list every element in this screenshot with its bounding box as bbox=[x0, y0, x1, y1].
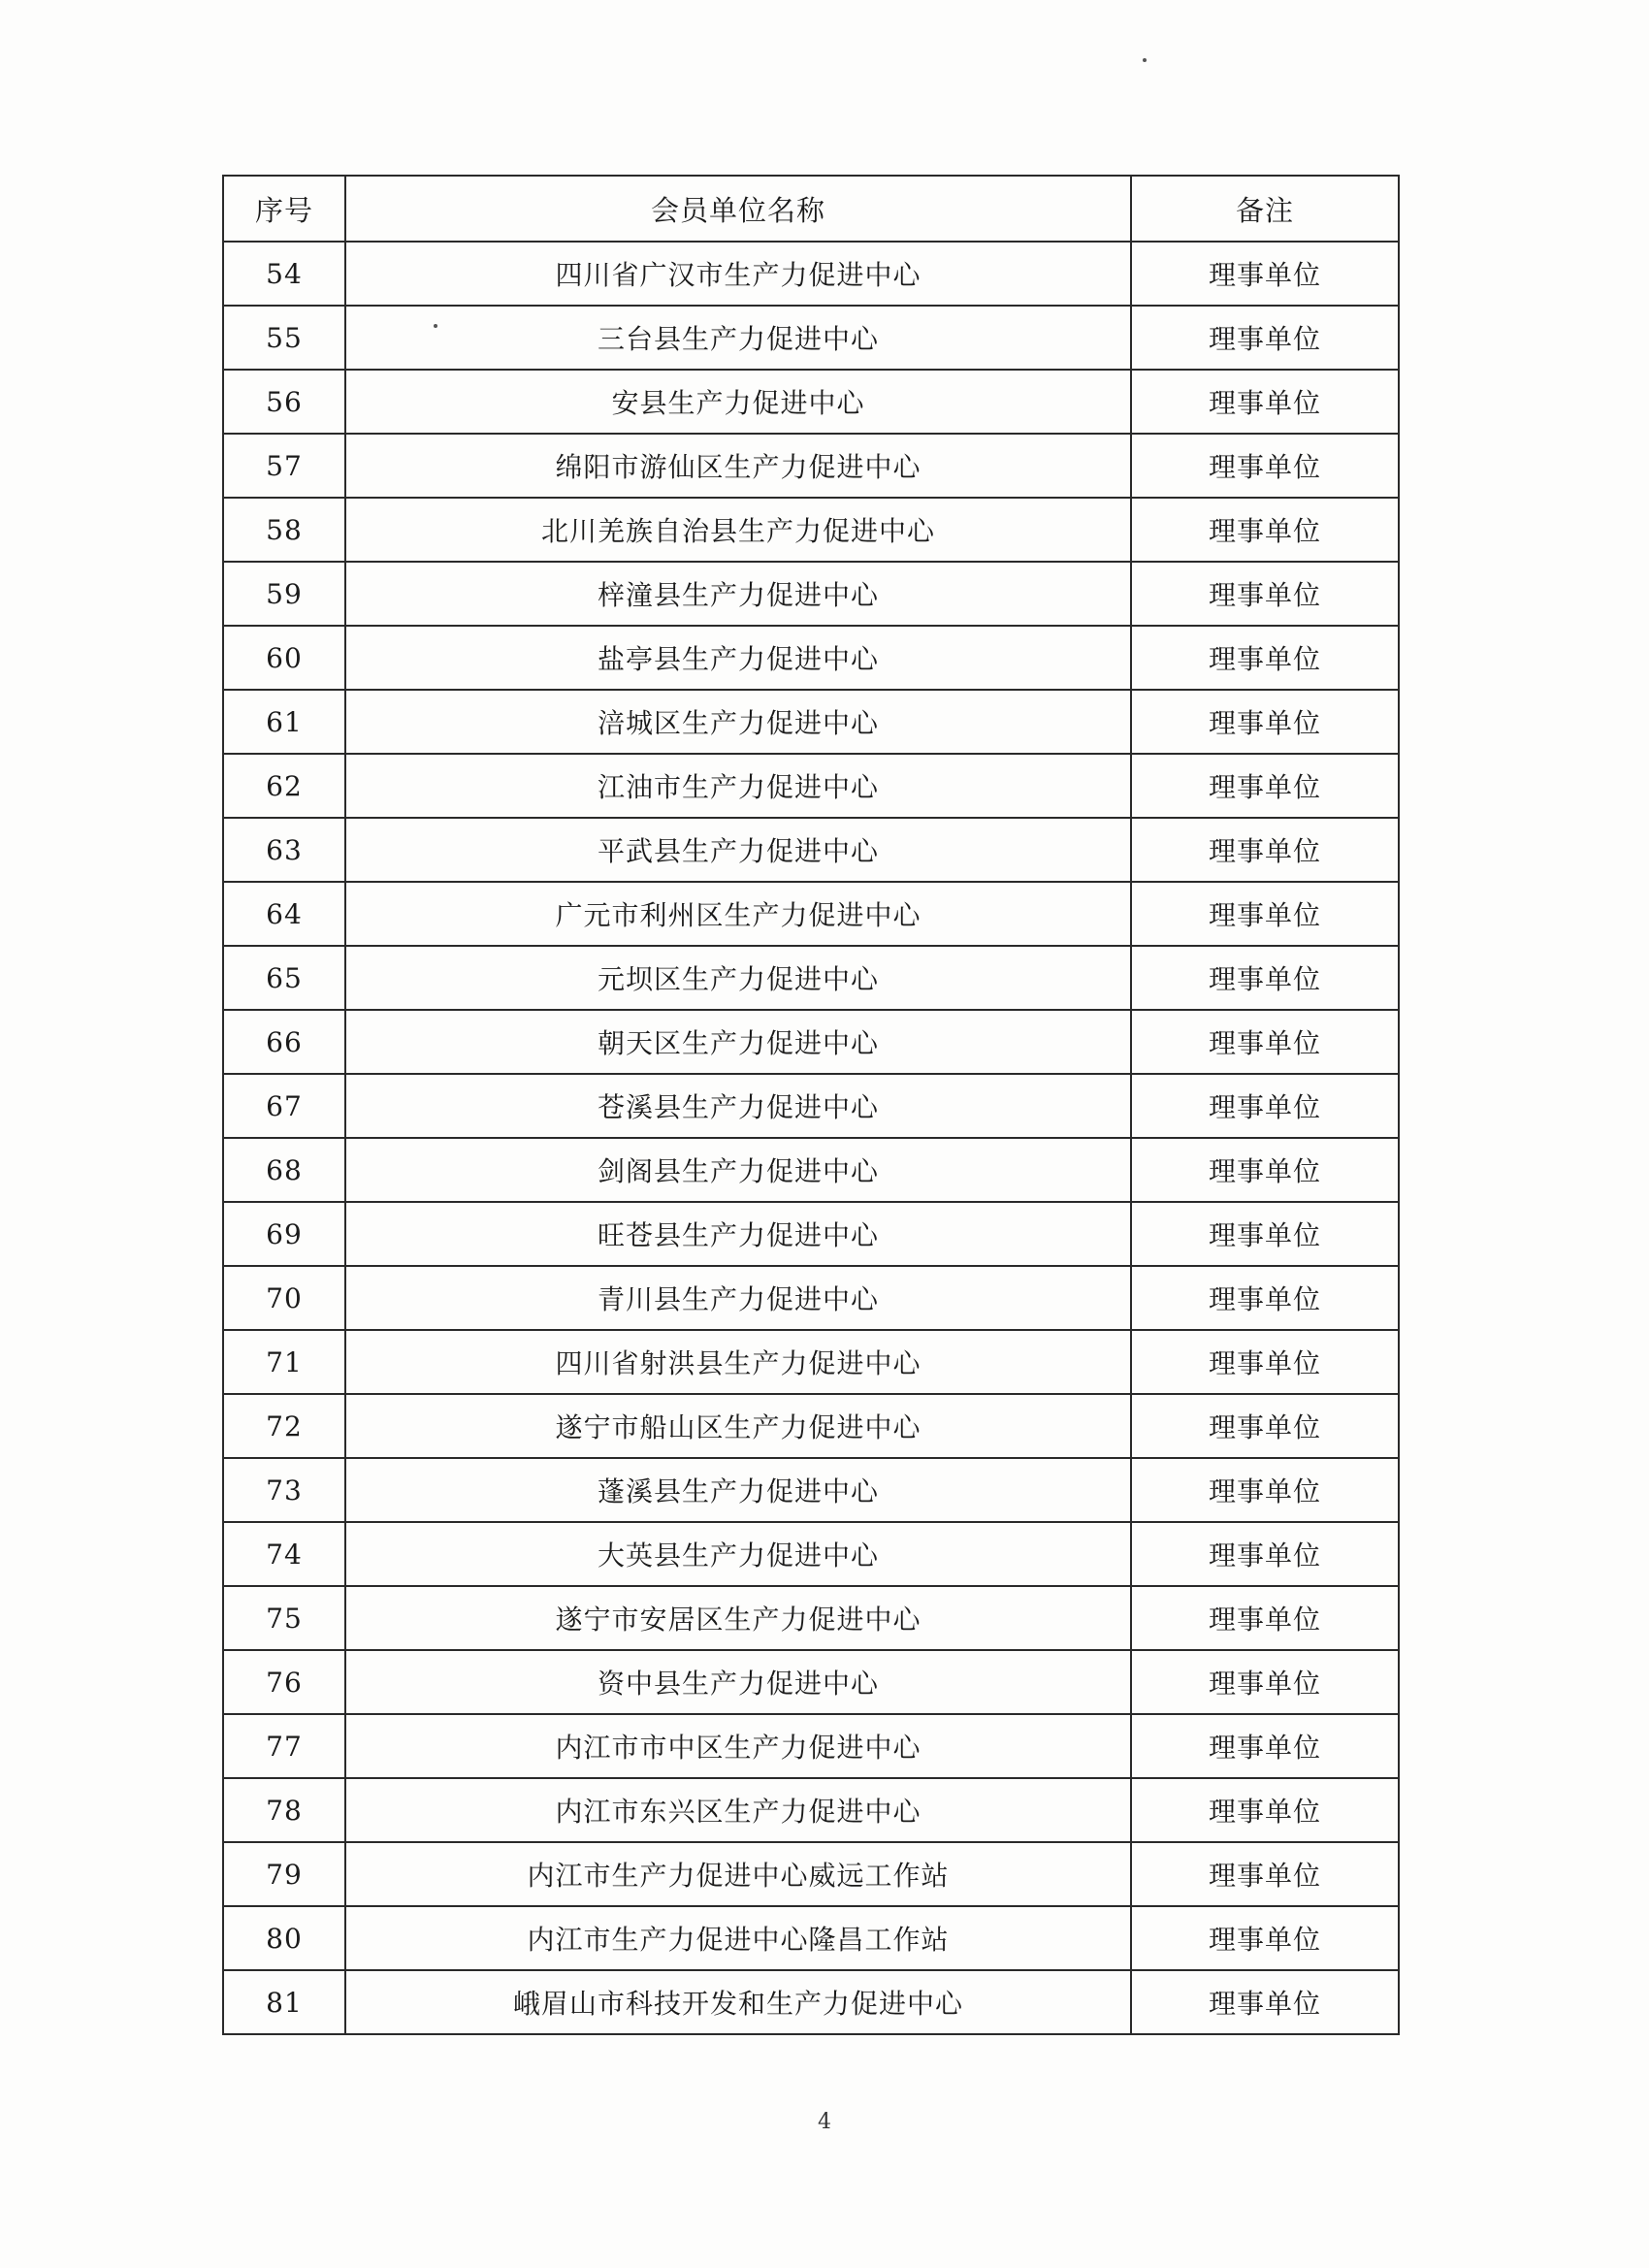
remarks-cell: 理事单位 bbox=[1131, 1522, 1399, 1586]
member-name-cell: 北川羌族自治县生产力促进中心 bbox=[345, 498, 1131, 562]
remarks-cell: 理事单位 bbox=[1131, 1586, 1399, 1650]
member-name-cell: 朝天区生产力促进中心 bbox=[345, 1010, 1131, 1074]
member-name-cell: 元坝区生产力促进中心 bbox=[345, 946, 1131, 1010]
member-name-cell: 内江市生产力促进中心隆昌工作站 bbox=[345, 1906, 1131, 1970]
table-row bbox=[223, 1074, 1399, 1138]
table-header-row bbox=[223, 176, 1399, 242]
remarks-cell: 理事单位 bbox=[1131, 1074, 1399, 1138]
table-row bbox=[223, 1266, 1399, 1330]
member-name-cell: 涪城区生产力促进中心 bbox=[345, 690, 1131, 754]
member-table-container bbox=[222, 175, 1398, 2035]
serial-number-cell: 69 bbox=[223, 1202, 345, 1266]
member-name-cell: 内江市市中区生产力促进中心 bbox=[345, 1714, 1131, 1778]
table-row bbox=[223, 1970, 1399, 2034]
table-row bbox=[223, 1202, 1399, 1266]
table-row bbox=[223, 1522, 1399, 1586]
member-name-cell: 大英县生产力促进中心 bbox=[345, 1522, 1131, 1586]
member-name-cell: 安县生产力促进中心 bbox=[345, 370, 1131, 434]
member-name-cell: 内江市生产力促进中心威远工作站 bbox=[345, 1842, 1131, 1906]
serial-number-cell: 76 bbox=[223, 1650, 345, 1714]
header-serial-number: 序号 bbox=[223, 176, 345, 242]
table-row bbox=[223, 562, 1399, 626]
serial-number-cell: 77 bbox=[223, 1714, 345, 1778]
serial-number-cell: 66 bbox=[223, 1010, 345, 1074]
remarks-cell: 理事单位 bbox=[1131, 818, 1399, 882]
serial-number-cell: 54 bbox=[223, 242, 345, 306]
serial-number-cell: 68 bbox=[223, 1138, 345, 1202]
serial-number-cell: 72 bbox=[223, 1394, 345, 1458]
remarks-cell: 理事单位 bbox=[1131, 1970, 1399, 2034]
member-name-cell: 江油市生产力促进中心 bbox=[345, 754, 1131, 818]
table-row bbox=[223, 1778, 1399, 1842]
serial-number-cell: 57 bbox=[223, 434, 345, 498]
page-number: 4 bbox=[818, 2110, 831, 2134]
remarks-cell: 理事单位 bbox=[1131, 562, 1399, 626]
remarks-cell: 理事单位 bbox=[1131, 1394, 1399, 1458]
serial-number-cell: 70 bbox=[223, 1266, 345, 1330]
header-member-name: 会员单位名称 bbox=[345, 176, 1131, 242]
member-name-cell: 蓬溪县生产力促进中心 bbox=[345, 1458, 1131, 1522]
serial-number-cell: 71 bbox=[223, 1330, 345, 1394]
member-table bbox=[222, 175, 1400, 2035]
serial-number-cell: 75 bbox=[223, 1586, 345, 1650]
remarks-cell: 理事单位 bbox=[1131, 1010, 1399, 1074]
table-row bbox=[223, 242, 1399, 306]
member-name-cell: 青川县生产力促进中心 bbox=[345, 1266, 1131, 1330]
member-name-cell: 四川省射洪县生产力促进中心 bbox=[345, 1330, 1131, 1394]
member-name-cell: 梓潼县生产力促进中心 bbox=[345, 562, 1131, 626]
member-name-cell: 盐亭县生产力促进中心 bbox=[345, 626, 1131, 690]
serial-number-cell: 80 bbox=[223, 1906, 345, 1970]
table-row bbox=[223, 434, 1399, 498]
table-row bbox=[223, 818, 1399, 882]
serial-number-cell: 56 bbox=[223, 370, 345, 434]
serial-number-cell: 59 bbox=[223, 562, 345, 626]
table-row bbox=[223, 946, 1399, 1010]
table-row bbox=[223, 1906, 1399, 1970]
remarks-cell: 理事单位 bbox=[1131, 370, 1399, 434]
serial-number-cell: 74 bbox=[223, 1522, 345, 1586]
remarks-cell: 理事单位 bbox=[1131, 1266, 1399, 1330]
table-body bbox=[223, 242, 1399, 2034]
header-remarks: 备注 bbox=[1131, 176, 1399, 242]
table-row bbox=[223, 690, 1399, 754]
scan-speck bbox=[1143, 58, 1147, 62]
serial-number-cell: 63 bbox=[223, 818, 345, 882]
table-row bbox=[223, 882, 1399, 946]
serial-number-cell: 79 bbox=[223, 1842, 345, 1906]
member-name-cell: 资中县生产力促进中心 bbox=[345, 1650, 1131, 1714]
remarks-cell: 理事单位 bbox=[1131, 754, 1399, 818]
serial-number-cell: 64 bbox=[223, 882, 345, 946]
table-row bbox=[223, 1586, 1399, 1650]
table-row bbox=[223, 1010, 1399, 1074]
table-row bbox=[223, 306, 1399, 370]
member-name-cell: 苍溪县生产力促进中心 bbox=[345, 1074, 1131, 1138]
member-name-cell: 广元市利州区生产力促进中心 bbox=[345, 882, 1131, 946]
table-row bbox=[223, 1138, 1399, 1202]
serial-number-cell: 61 bbox=[223, 690, 345, 754]
table-row bbox=[223, 754, 1399, 818]
member-name-cell: 旺苍县生产力促进中心 bbox=[345, 1202, 1131, 1266]
serial-number-cell: 73 bbox=[223, 1458, 345, 1522]
member-name-cell: 三台县生产力促进中心 bbox=[345, 306, 1131, 370]
member-name-cell: 峨眉山市科技开发和生产力促进中心 bbox=[345, 1970, 1131, 2034]
remarks-cell: 理事单位 bbox=[1131, 498, 1399, 562]
member-name-cell: 内江市东兴区生产力促进中心 bbox=[345, 1778, 1131, 1842]
table-row bbox=[223, 1650, 1399, 1714]
serial-number-cell: 67 bbox=[223, 1074, 345, 1138]
serial-number-cell: 65 bbox=[223, 946, 345, 1010]
remarks-cell: 理事单位 bbox=[1131, 1778, 1399, 1842]
serial-number-cell: 60 bbox=[223, 626, 345, 690]
member-name-cell: 绵阳市游仙区生产力促进中心 bbox=[345, 434, 1131, 498]
serial-number-cell: 78 bbox=[223, 1778, 345, 1842]
remarks-cell: 理事单位 bbox=[1131, 1650, 1399, 1714]
member-name-cell: 四川省广汉市生产力促进中心 bbox=[345, 242, 1131, 306]
table-row bbox=[223, 1458, 1399, 1522]
serial-number-cell: 62 bbox=[223, 754, 345, 818]
remarks-cell: 理事单位 bbox=[1131, 1458, 1399, 1522]
serial-number-cell: 58 bbox=[223, 498, 345, 562]
table-row bbox=[223, 1330, 1399, 1394]
table-row bbox=[223, 1394, 1399, 1458]
remarks-cell: 理事单位 bbox=[1131, 946, 1399, 1010]
remarks-cell: 理事单位 bbox=[1131, 1202, 1399, 1266]
remarks-cell: 理事单位 bbox=[1131, 434, 1399, 498]
serial-number-cell: 81 bbox=[223, 1970, 345, 2034]
table-row bbox=[223, 626, 1399, 690]
remarks-cell: 理事单位 bbox=[1131, 882, 1399, 946]
remarks-cell: 理事单位 bbox=[1131, 690, 1399, 754]
member-name-cell: 剑阁县生产力促进中心 bbox=[345, 1138, 1131, 1202]
remarks-cell: 理事单位 bbox=[1131, 306, 1399, 370]
remarks-cell: 理事单位 bbox=[1131, 1138, 1399, 1202]
member-name-cell: 平武县生产力促进中心 bbox=[345, 818, 1131, 882]
serial-number-cell: 55 bbox=[223, 306, 345, 370]
remarks-cell: 理事单位 bbox=[1131, 1842, 1399, 1906]
table-row bbox=[223, 370, 1399, 434]
member-name-cell: 遂宁市船山区生产力促进中心 bbox=[345, 1394, 1131, 1458]
remarks-cell: 理事单位 bbox=[1131, 626, 1399, 690]
remarks-cell: 理事单位 bbox=[1131, 1330, 1399, 1394]
table-row bbox=[223, 1842, 1399, 1906]
table-row bbox=[223, 498, 1399, 562]
remarks-cell: 理事单位 bbox=[1131, 242, 1399, 306]
member-name-cell: 遂宁市安居区生产力促进中心 bbox=[345, 1586, 1131, 1650]
table-row bbox=[223, 1714, 1399, 1778]
remarks-cell: 理事单位 bbox=[1131, 1714, 1399, 1778]
remarks-cell: 理事单位 bbox=[1131, 1906, 1399, 1970]
